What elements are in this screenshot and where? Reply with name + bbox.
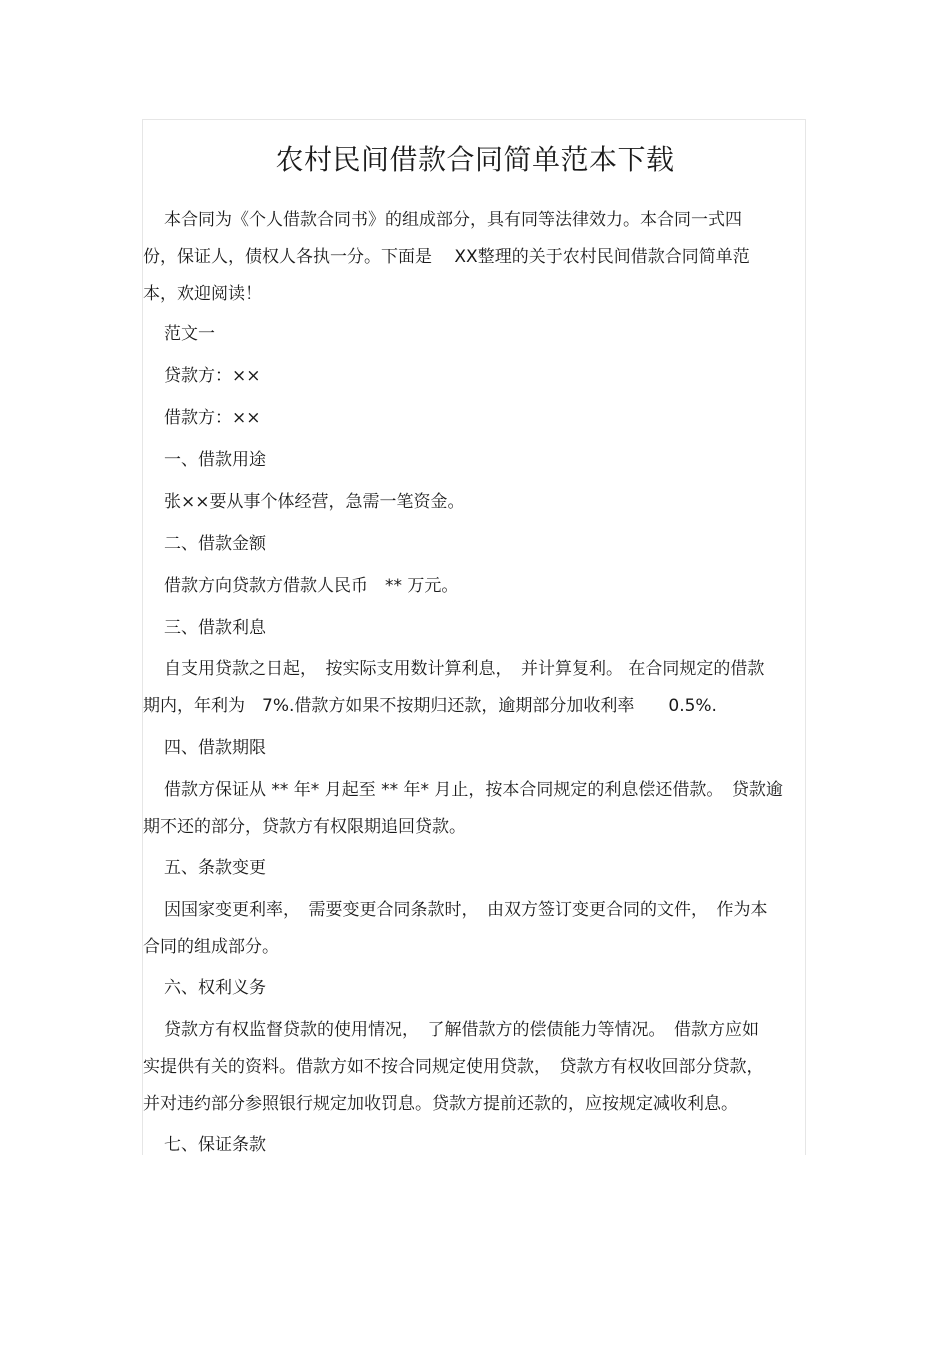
section-heading: 二、借款金额: [164, 534, 266, 554]
section-line: 实提供有关的资料。借款方如不按合同规定使用贷款， 贷款方有权收回部分贷款，: [143, 1057, 764, 1077]
section-line: 合同的组成部分。: [143, 937, 279, 957]
section-line: 借款方保证从 ** 年* 月起至 ** 年* 月止，按本合同规定的利息偿还借款。 贷款逾: [164, 780, 783, 800]
section-heading: 六、权利义务: [164, 978, 266, 998]
section-heading: 一、借款用途: [164, 450, 266, 470]
section-body: [143, 892, 806, 966]
intro-line: 份，保证人，债权人各执一分。下面是 XX整理的关于农村民间借款合同简单范: [143, 247, 750, 267]
section-heading: 五、条款变更: [164, 858, 266, 878]
lender-line: 贷款方：××: [164, 366, 261, 386]
section-heading: 三、借款利息: [164, 618, 266, 638]
section-body: [143, 651, 806, 725]
section-body: [143, 772, 806, 846]
section-line: 期不还的部分，贷款方有权限期追回贷款。: [143, 817, 466, 837]
intro-line: 本合同为《个人借款合同书》的组成部分，具有同等法律效力。本合同一式四: [164, 210, 742, 230]
document-page: [142, 119, 806, 1155]
sample-label: 范文一: [164, 324, 215, 344]
section-line: 自支用贷款之日起， 按实际支用数计算利息， 并计算复利。 在合同规定的借款: [164, 659, 765, 679]
section-body: 借款方向贷款方借款人民币 ** 万元。: [164, 576, 459, 596]
section-heading: 四、借款期限: [164, 738, 266, 758]
section-heading: 七、保证条款: [164, 1135, 266, 1155]
borrower-line: 借款方：××: [164, 408, 261, 428]
section-line: 贷款方有权监督贷款的使用情况， 了解借款方的偿债能力等情况。 借款方应如: [164, 1020, 759, 1040]
document-title: 农村民间借款合同简单范本下载: [275, 143, 675, 176]
intro-paragraph: [143, 202, 806, 313]
section-body: [143, 1012, 806, 1123]
section-line: 因国家变更利率， 需要变更合同条款时， 由双方签订变更合同的文件， 作为本: [164, 900, 768, 920]
section-body: 张××要从事个体经营，急需一笔资金。: [164, 492, 465, 512]
intro-line: 本，欢迎阅读！: [143, 284, 262, 304]
section-line: 期内，年利为 7%.借款方如果不按期归还款，逾期部分加收利率 0.5%.: [143, 696, 717, 716]
section-line: 并对违约部分参照银行规定加收罚息。贷款方提前还款的，应按规定减收利息。: [143, 1094, 738, 1114]
